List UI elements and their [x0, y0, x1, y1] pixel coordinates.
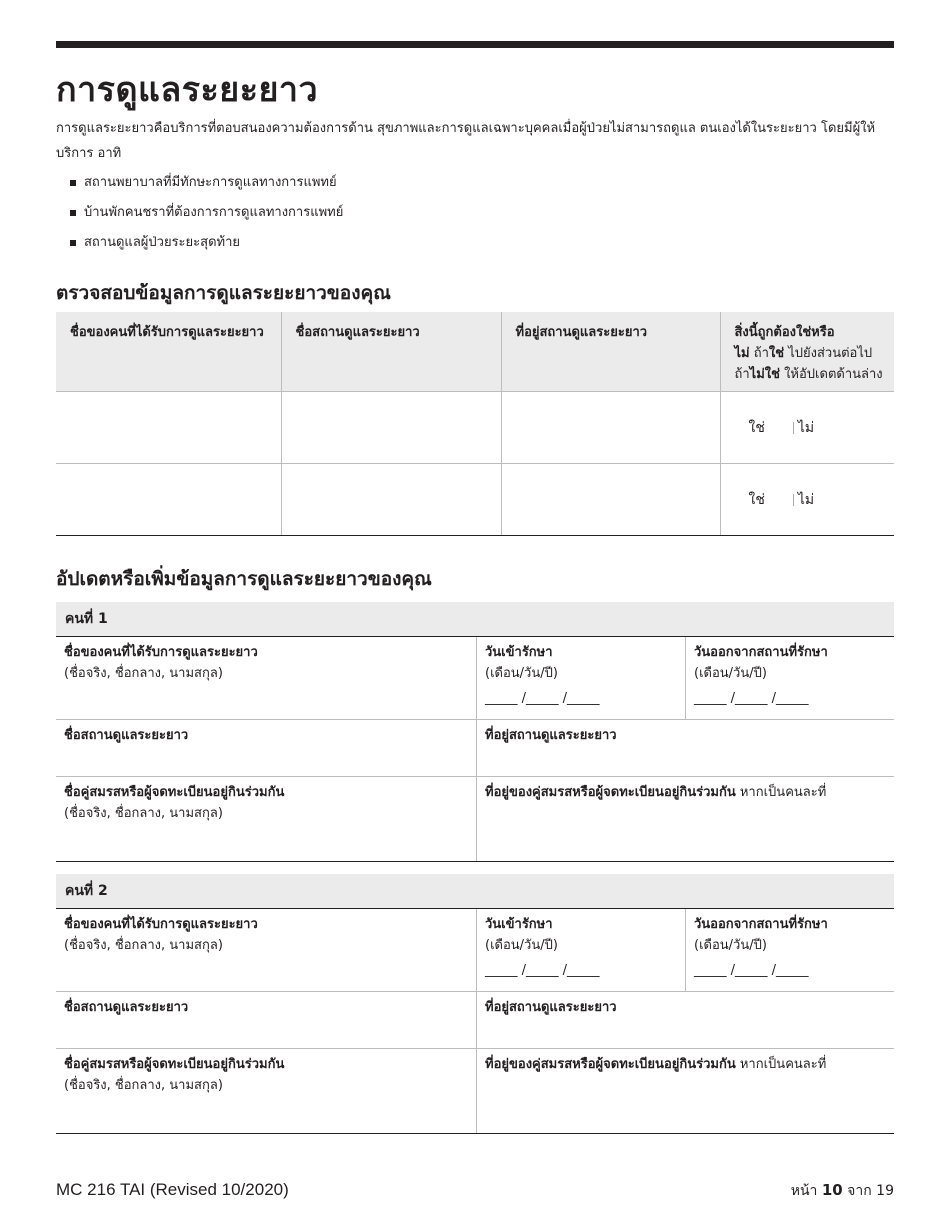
name-field[interactable]: ชื่อของคนที่ได้รับการดูแลระยะยาว (ชื่อจริง, ชื่อกลาง, นามสกุล) — [64, 645, 258, 681]
intro-text: การดูแลระยะยาวคือบริการที่ตอบสนองความต้องการด้าน สุขภาพและการดูแลเฉพาะบุคคลเมื่อผู้ป่วยไม่สามารถดูแล ตนเองได้ในระยะยาว โดยมีผู้ให้บริการ อาทิ — [56, 121, 876, 161]
review-table — [56, 312, 894, 536]
spouse-address-field[interactable]: ที่อยู่ของคู่สมรสหรือผู้จดทะเบียนอยู่กินร่วมกัน หากเป็นคนละที่ — [476, 777, 894, 861]
facility-name-field[interactable]: ชื่อสถานดูแลระยะยาว — [64, 1000, 189, 1015]
discharge-date-field[interactable]: วันออกจากสถานที่รักษา (เดือน/วัน/ปี) _____ /_____ /_____ — [685, 637, 894, 719]
person-2-header: คนที่ 2 — [56, 874, 894, 909]
no-option[interactable]: ไม่ — [797, 419, 815, 436]
spouse-name-field[interactable]: ชื่อคู่สมรสหรือผู้จดทะเบียนอยู่กินร่วมกัน (ชื่อจริง, ชื่อกลาง, นามสกุล) — [64, 1057, 285, 1093]
list-item: สถานพยาบาลที่มีทักษะการดูแลทางการแพทย์ — [56, 170, 343, 200]
spouse-name-field[interactable]: ชื่อคู่สมรสหรือผู้จดทะเบียนอยู่กินร่วมกัน (ชื่อจริง, ชื่อกลาง, นามสกุล) — [64, 785, 285, 821]
spouse-address-field[interactable]: ที่อยู่ของคู่สมรสหรือผู้จดทะเบียนอยู่กินร่วมกัน หากเป็นคนละที่ — [476, 1049, 894, 1133]
form-id: MC 216 TAI (Revised 10/2020) — [56, 1180, 289, 1199]
checkbox[interactable] — [793, 494, 794, 506]
no-option[interactable]: ไม่ — [797, 491, 815, 508]
list-item: บ้านพักคนชราที่ต้องการการดูแลทางการแพทย์ — [56, 200, 343, 230]
name-cell[interactable] — [56, 392, 281, 464]
admit-date-field[interactable]: วันเข้ารักษา (เดือน/วัน/ปี) _____ /_____ /_____ — [476, 909, 685, 991]
page-title: การดูแลระยะยาว — [56, 70, 319, 110]
person-1-header: คนที่ 1 — [56, 602, 894, 637]
yes-no-choice — [720, 392, 894, 464]
admit-date-field[interactable]: วันเข้ารักษา (เดือน/วัน/ปี) _____ /_____ /_____ — [476, 637, 685, 719]
yes-option[interactable]: ใช่ — [748, 491, 765, 508]
checkbox[interactable] — [793, 422, 794, 434]
yes-option[interactable]: ใช่ — [748, 419, 765, 436]
facility-cell[interactable] — [281, 464, 501, 536]
facility-address-field[interactable]: ที่อยู่สถานดูแลระยะยาว — [476, 720, 894, 776]
col-header-correct: สิ่งนี้ถูกต้องใช่หรือ ไม่ ถ้าใช่ ไปยังส่วนต่อไป ถ้าไม่ใช่ ให้อัปเดตด้านล่าง — [720, 312, 894, 392]
list-item: สถานดูแลผู้ป่วยระยะสุดท้าย — [56, 230, 343, 260]
provider-list — [56, 170, 343, 260]
facility-cell[interactable] — [281, 392, 501, 464]
table-row — [56, 392, 894, 464]
page-number: หน้า 10 จาก 19 — [790, 1181, 894, 1199]
name-cell[interactable] — [56, 464, 281, 536]
yes-no-choice — [720, 464, 894, 536]
person-1-section — [56, 602, 894, 862]
person-2-section — [56, 874, 894, 1134]
facility-address-field[interactable]: ที่อยู่สถานดูแลระยะยาว — [476, 992, 894, 1048]
col-header-address: ที่อยู่สถานดูแลระยะยาว — [501, 312, 720, 392]
discharge-date-field[interactable]: วันออกจากสถานที่รักษา (เดือน/วัน/ปี) _____ /_____ /_____ — [685, 909, 894, 991]
update-heading: อัปเดตหรือเพิ่มข้อมูลการดูแลระยะยาวของคุณ — [56, 568, 432, 590]
col-header-facility: ชื่อสถานดูแลระยะยาว — [281, 312, 501, 392]
col-header-name: ชื่อของคนที่ได้รับการดูแลระยะยาว — [56, 312, 281, 392]
top-rule — [56, 41, 894, 48]
facility-name-field[interactable]: ชื่อสถานดูแลระยะยาว — [64, 728, 189, 743]
review-heading: ตรวจสอบข้อมูลการดูแลระยะยาวของคุณ — [56, 282, 391, 304]
address-cell[interactable] — [501, 464, 720, 536]
name-field[interactable]: ชื่อของคนที่ได้รับการดูแลระยะยาว (ชื่อจริง, ชื่อกลาง, นามสกุล) — [64, 917, 258, 953]
table-row — [56, 464, 894, 536]
address-cell[interactable] — [501, 392, 720, 464]
